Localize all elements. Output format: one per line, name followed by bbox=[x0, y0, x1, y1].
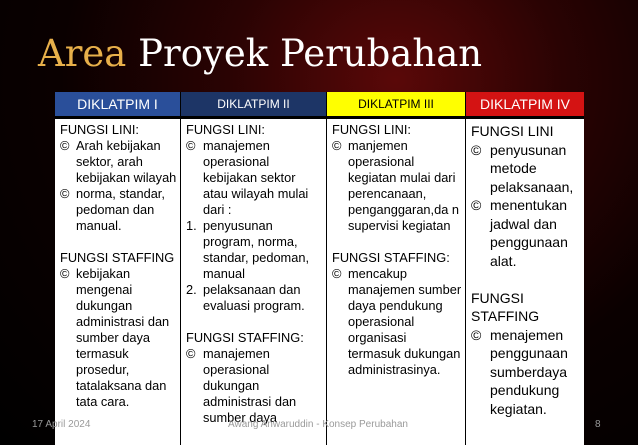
copyright-bullet-icon: © bbox=[60, 138, 70, 153]
list-item-text: menentukan jadwal dan penggunaan alat. bbox=[490, 197, 568, 269]
footer-author: Awang Anwaruddin - Konsep Perubahan bbox=[228, 419, 408, 430]
column-body bbox=[327, 119, 465, 445]
column-header: DIKLATPIM IV bbox=[466, 92, 584, 116]
spacer bbox=[60, 234, 177, 250]
column-header: DIKLATPIM I bbox=[55, 92, 180, 116]
list-item-text: penyusunan program, norma, standar, pedoman, manual bbox=[203, 218, 310, 281]
numbered-marker: 2. bbox=[186, 282, 197, 297]
copyright-bullet-icon: © bbox=[60, 186, 70, 201]
copyright-bullet-icon: © bbox=[332, 138, 342, 153]
list-item-text: pelaksanaan dan evaluasi program. bbox=[203, 282, 305, 313]
list-item bbox=[186, 218, 323, 282]
list-item-text: norma, standar, pedoman dan manual. bbox=[76, 186, 165, 233]
list-item bbox=[60, 266, 177, 410]
fungsi-staffing-heading: FUNGSI STAFFING: bbox=[332, 250, 450, 265]
column-body bbox=[55, 119, 180, 445]
column-diklatpim-4 bbox=[466, 92, 584, 445]
copyright-bullet-icon: © bbox=[471, 197, 482, 213]
column-diklatpim-2 bbox=[181, 92, 326, 445]
fungsi-lini-heading: FUNGSI LINI: bbox=[186, 122, 265, 137]
list-item-text: menajemen penggunaan sumberdaya pendukung kegiatan. bbox=[490, 326, 568, 417]
list-item-text: penyusunan metode pelaksanaan, bbox=[490, 141, 574, 195]
copyright-bullet-icon: © bbox=[60, 266, 70, 281]
copyright-bullet-icon: © bbox=[332, 266, 342, 281]
list-item-text: kebijakan mengenai dukungan administrasi dan sumber daya termasuk prosedur, tatalaksana dan tata cara. bbox=[76, 266, 170, 409]
footer-date: 17 April 2024 bbox=[32, 419, 91, 430]
list-item-text: Arah kebijakan sektor, arah kebijakan wilayah bbox=[76, 138, 177, 185]
list-item bbox=[186, 282, 323, 314]
list-item bbox=[471, 141, 581, 197]
title-rest: Proyek Perubahan bbox=[138, 32, 483, 75]
column-header: DIKLATPIM II bbox=[181, 92, 326, 116]
comparison-table bbox=[55, 92, 584, 445]
title-accent: Area bbox=[38, 32, 127, 75]
column-diklatpim-3 bbox=[327, 92, 465, 445]
list-item bbox=[471, 196, 581, 270]
copyright-bullet-icon: © bbox=[186, 346, 196, 361]
list-item bbox=[332, 266, 462, 378]
list-item-text: manjemen operasional kegiatan mulai dari perencanaan, penganggaran,da n supervisi kegiatan bbox=[348, 138, 460, 233]
list-item-text: manajemen operasional dukungan administrasi dan sumber daya bbox=[203, 346, 297, 425]
fungsi-staffing-heading: FUNGSI STAFFING: bbox=[186, 330, 304, 345]
spacer bbox=[332, 234, 462, 250]
copyright-bullet-icon: © bbox=[471, 326, 482, 343]
numbered-marker: 1. bbox=[186, 218, 197, 233]
list-item bbox=[471, 326, 581, 419]
list-item bbox=[60, 138, 177, 186]
column-body bbox=[181, 119, 326, 445]
fungsi-lini-heading: FUNGSI LINI: bbox=[60, 122, 139, 137]
fungsi-staffing-heading: FUNGSI STAFFING bbox=[60, 250, 175, 265]
list-item bbox=[60, 186, 177, 234]
slide-title bbox=[38, 30, 482, 78]
spacer bbox=[471, 270, 581, 289]
fungsi-lini-heading: FUNGSI LINI: bbox=[332, 122, 411, 137]
list-item bbox=[332, 138, 462, 234]
copyright-bullet-icon: © bbox=[186, 138, 196, 153]
spacer bbox=[186, 314, 323, 330]
list-item-text: mencakup manajemen sumber daya pendukung operasional organisasi termasuk dukungan administrasinya. bbox=[348, 266, 462, 377]
list-item bbox=[186, 346, 323, 426]
list-item bbox=[186, 138, 323, 218]
list-item-text: manajemen operasional kebijakan sektor atau wilayah mulai dari : bbox=[203, 138, 309, 217]
copyright-bullet-icon: © bbox=[471, 141, 482, 158]
column-diklatpim-1 bbox=[55, 92, 180, 445]
column-header: DIKLATPIM III bbox=[327, 92, 465, 116]
fungsi-staffing-heading: FUNGSI STAFFING bbox=[471, 289, 540, 324]
slide-number: 8 bbox=[595, 419, 601, 430]
column-body bbox=[466, 119, 584, 445]
fungsi-lini-heading: FUNGSI LINI bbox=[471, 123, 554, 139]
